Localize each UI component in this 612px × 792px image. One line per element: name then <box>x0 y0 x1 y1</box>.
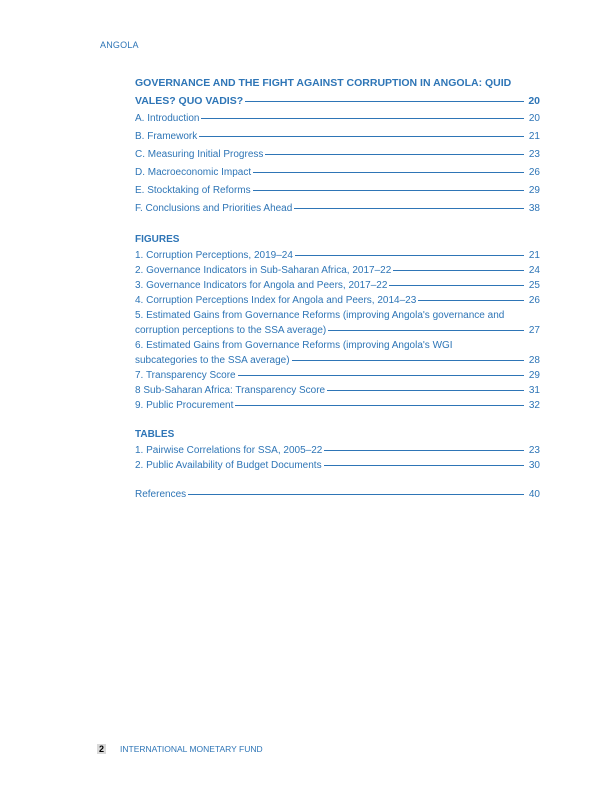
toc-label: 4. Corruption Perceptions Index for Angola and Peers, 2014–23 <box>135 295 417 306</box>
toc-label: 3. Governance Indicators for Angola and Peers, 2017–22 <box>135 280 388 291</box>
chapter-title[interactable] <box>135 74 540 92</box>
page-number: 21 <box>528 250 540 261</box>
toc-label: B. Framework <box>135 131 198 142</box>
page-number: 29 <box>528 185 540 196</box>
toc-entry-table-2[interactable] <box>135 458 540 473</box>
page-number: 30 <box>528 460 540 471</box>
table-of-contents <box>135 74 540 502</box>
toc-label: References <box>135 489 187 500</box>
chapter-block <box>135 74 540 218</box>
dot-leader <box>328 330 524 331</box>
toc-label: 8 Sub-Saharan Africa: Transparency Score <box>135 385 326 396</box>
figures-list <box>135 232 540 413</box>
page-number: 24 <box>528 265 540 276</box>
dot-leader <box>201 118 524 119</box>
dot-leader <box>393 270 524 271</box>
spacer <box>135 218 540 232</box>
running-header: ANGOLA <box>100 40 139 50</box>
toc-entry-table-1[interactable] <box>135 443 540 458</box>
toc-entry-figure-5[interactable] <box>135 308 540 338</box>
toc-entry-figure-2[interactable] <box>135 263 540 278</box>
chapter-title-line1: GOVERNANCE AND THE FIGHT AGAINST CORRUPTION IN ANGOLA: QUID <box>135 77 512 89</box>
tables-list <box>135 427 540 473</box>
toc-entry-conclusions[interactable] <box>135 200 540 218</box>
toc-label-line2: subcategories to the SSA average) <box>135 355 290 366</box>
spacer <box>135 473 540 487</box>
toc-label: D. Macroeconomic Impact <box>135 167 252 178</box>
toc-label: 1. Pairwise Correlations for SSA, 2005–22 <box>135 445 323 456</box>
toc-label: E. Stocktaking of Reforms <box>135 185 251 196</box>
page-number: 26 <box>528 167 540 178</box>
toc-entry-references[interactable] <box>135 487 540 502</box>
toc-entry-figure-8[interactable] <box>135 383 540 398</box>
page-number: 31 <box>528 385 540 396</box>
page-number: 38 <box>528 203 540 214</box>
dot-leader <box>188 494 524 495</box>
dot-leader <box>238 375 524 376</box>
page-number: 20 <box>528 113 540 124</box>
toc-entry-figure-6[interactable] <box>135 338 540 368</box>
dot-leader <box>245 101 524 102</box>
toc-label: 7. Transparency Score <box>135 370 236 381</box>
chapter-title-line2: VALES? QUO VADIS? <box>135 95 244 107</box>
toc-label-line2: corruption perceptions to the SSA average) <box>135 325 327 336</box>
toc-entry-line2 <box>135 353 540 368</box>
dot-leader <box>292 360 524 361</box>
toc-entry-figure-1[interactable] <box>135 248 540 263</box>
toc-label: 2. Public Availability of Budget Documents <box>135 460 322 471</box>
toc-entry-figure-4[interactable] <box>135 293 540 308</box>
toc-label: A. Introduction <box>135 113 200 124</box>
page-number: 21 <box>528 131 540 142</box>
page-number: 40 <box>528 489 540 500</box>
toc-label: F. Conclusions and Priorities Ahead <box>135 203 293 214</box>
dot-leader <box>265 154 524 155</box>
dot-leader <box>327 390 524 391</box>
toc-entry-introduction[interactable] <box>135 110 540 128</box>
toc-entry-figure-9[interactable] <box>135 398 540 413</box>
tables-heading: TABLES <box>135 429 175 440</box>
page-footer <box>97 744 263 754</box>
toc-entry-framework[interactable] <box>135 128 540 146</box>
toc-entry-line2 <box>135 323 540 338</box>
page-number: 25 <box>528 280 540 291</box>
dot-leader <box>294 208 524 209</box>
references-block <box>135 487 540 502</box>
toc-label: 9. Public Procurement <box>135 400 234 411</box>
dot-leader <box>253 172 524 173</box>
toc-label: 2. Governance Indicators in Sub-Saharan Africa, 2017–22 <box>135 265 392 276</box>
dot-leader <box>324 450 524 451</box>
chapter-title-entry[interactable] <box>135 92 540 110</box>
page-number: 20 <box>528 95 540 107</box>
toc-label: 1. Corruption Perceptions, 2019–24 <box>135 250 293 261</box>
footer-page-number: 2 <box>99 744 105 754</box>
page-number: 29 <box>528 370 540 381</box>
dot-leader <box>253 190 524 191</box>
toc-label: C. Measuring Initial Progress <box>135 149 264 160</box>
page-number: 23 <box>528 445 540 456</box>
toc-label-line1: 5. Estimated Gains from Governance Reforms (improving Angola's governance and <box>135 310 505 321</box>
toc-entry-figure-3[interactable] <box>135 278 540 293</box>
dot-leader <box>295 255 524 256</box>
page-number: 28 <box>528 355 540 366</box>
page-number: 26 <box>528 295 540 306</box>
dot-leader <box>389 285 524 286</box>
toc-label-line1: 6. Estimated Gains from Governance Reforms (improving Angola's WGI <box>135 340 453 351</box>
toc-entry-measuring-progress[interactable] <box>135 146 540 164</box>
figures-heading: FIGURES <box>135 234 180 245</box>
page-number: 27 <box>528 325 540 336</box>
spacer <box>135 413 540 427</box>
toc-entry-figure-7[interactable] <box>135 368 540 383</box>
dot-leader <box>199 136 524 137</box>
toc-entry-macroeconomic-impact[interactable] <box>135 164 540 182</box>
toc-entry-stocktaking[interactable] <box>135 182 540 200</box>
dot-leader <box>235 405 524 406</box>
dot-leader <box>418 300 524 301</box>
footer-publisher: INTERNATIONAL MONETARY FUND <box>120 744 263 754</box>
dot-leader <box>324 465 524 466</box>
page-number: 23 <box>528 149 540 160</box>
page-number: 32 <box>528 400 540 411</box>
